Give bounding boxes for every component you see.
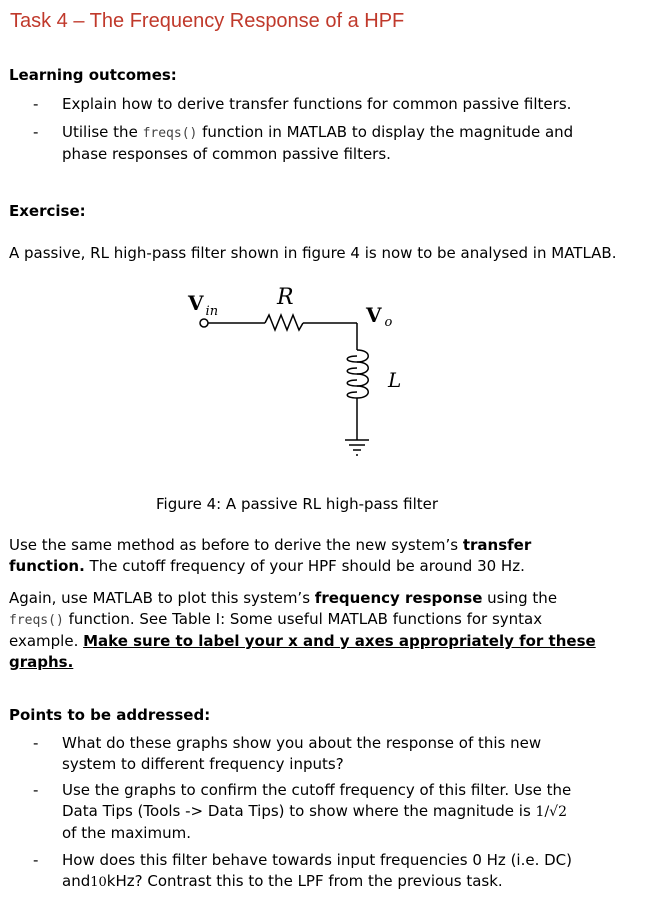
vo-label: V $_o$ — [366, 303, 393, 330]
text: Utilise the — [62, 123, 143, 141]
point-2 — [62, 780, 571, 844]
text: system to different frequency inputs? — [62, 755, 344, 773]
vin-label: V $_{in}$ — [188, 291, 219, 319]
text: function. See Table I: Some useful MATLAB functions for syntax — [63, 610, 543, 628]
paragraph-frequency-response — [9, 588, 654, 673]
text-bold: function. — [9, 557, 85, 575]
text: Use the same method as before to derive the new system’s — [9, 536, 463, 554]
point-3 — [62, 850, 572, 893]
text: kHz? Contrast this to the LPF from the previous task. — [106, 872, 503, 890]
text: The cutoff frequency of your HPF should be around 30 Hz. — [84, 557, 525, 575]
bullet-dash: - — [33, 123, 39, 141]
inductor-label: L — [388, 368, 402, 392]
points-heading: Points to be addressed: — [9, 706, 211, 724]
inductor-symbol — [347, 350, 368, 398]
text: function in MATLAB to display the magnitude and — [197, 123, 574, 141]
math-number: 10 — [90, 875, 107, 890]
exercise-heading: Exercise: — [9, 202, 86, 220]
resistor-label: R — [277, 285, 294, 310]
bullet-dash: - — [33, 734, 39, 752]
bullet-dash: - — [33, 95, 39, 113]
text: Again, use MATLAB to plot this system’s — [9, 589, 315, 607]
code-freqs: freqs() — [9, 613, 64, 628]
exercise-intro: A passive, RL high-pass filter shown in figure 4 is now to be analysed in MATLAB. — [9, 244, 617, 262]
text: Use the graphs to confirm the cutoff frequency of this filter. Use the — [62, 781, 572, 799]
text-bold-underlined: graphs. — [9, 653, 74, 671]
bullet-dash: - — [33, 781, 39, 799]
text-bold: transfer — [462, 536, 532, 554]
text: phase responses of common passive filters. — [62, 145, 391, 163]
ground-icon — [345, 440, 369, 455]
text: using the — [482, 589, 558, 607]
learning-outcome-2 — [62, 122, 573, 165]
text: of the maximum. — [62, 824, 191, 842]
figure-caption: Figure 4: A passive RL high-pass filter — [156, 495, 439, 513]
input-terminal — [200, 319, 208, 327]
code-freqs: freqs() — [142, 126, 198, 141]
resistor-symbol — [265, 315, 303, 330]
learning-outcome-1: Explain how to derive transfer functions for common passive filters. — [62, 95, 572, 113]
text: What do these graphs show you about the response of this new — [62, 734, 542, 752]
math-one-over-root-two: 1/√2 — [535, 804, 567, 820]
learning-outcomes-heading: Learning outcomes: — [9, 66, 177, 84]
point-1 — [62, 733, 541, 775]
paragraph-transfer-function — [9, 535, 649, 577]
text-bold: frequency response — [314, 589, 483, 607]
text: example. — [9, 632, 84, 650]
text: and — [62, 872, 91, 890]
page-title: Task 4 – The Frequency Response of a HPF — [10, 10, 405, 32]
text: How does this filter behave towards input frequencies 0 Hz (i.e. DC) — [62, 851, 572, 869]
text-bold-underlined: Make sure to label your x and y axes appropriately for these — [83, 632, 596, 650]
bullet-dash: - — [33, 851, 39, 869]
rl-circuit-diagram — [180, 280, 420, 470]
text: Data Tips (Tools -> Data Tips) to show where the magnitude is — [62, 802, 536, 820]
